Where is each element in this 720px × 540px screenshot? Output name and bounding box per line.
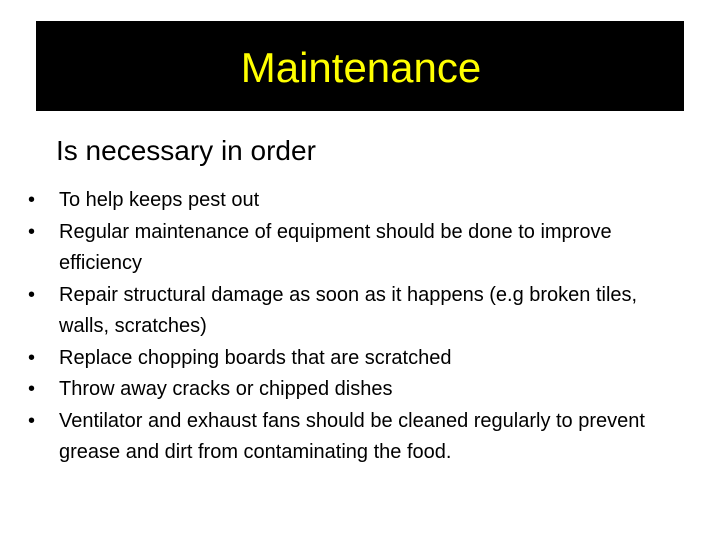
list-item-text: Throw away cracks or chipped dishes [59,378,393,400]
bullet-icon: • [28,346,36,369]
bullet-icon: • [28,283,36,306]
bullet-icon: • [28,409,36,432]
list-item-text: Replace chopping boards that are scratched [59,346,452,369]
list-item [28,217,692,280]
list-item [28,374,692,406]
list-item-text: Regular maintenance of equipment should be done to improve efficiency [59,220,612,274]
list-item-text: To help keeps pest out [59,189,260,211]
bullet-icon: • [28,378,36,400]
list-item [28,406,692,469]
list-item [28,280,692,343]
list-item [28,343,692,375]
bullet-icon: • [28,220,36,243]
slide-title: Maintenance [240,44,482,91]
bullet-icon: • [28,189,36,211]
list-item [28,185,692,217]
title-bar [36,21,684,111]
list-item-text: Repair structural damage as soon as it happens (e.g broken tiles, walls, scratches) [59,283,638,337]
list-item-text: Ventilator and exhaust fans should be cleaned regularly to prevent grease and dirt from contaminating the food. [59,409,645,463]
bullet-list [28,185,692,469]
slide-subtitle: Is necessary in order [56,135,316,166]
